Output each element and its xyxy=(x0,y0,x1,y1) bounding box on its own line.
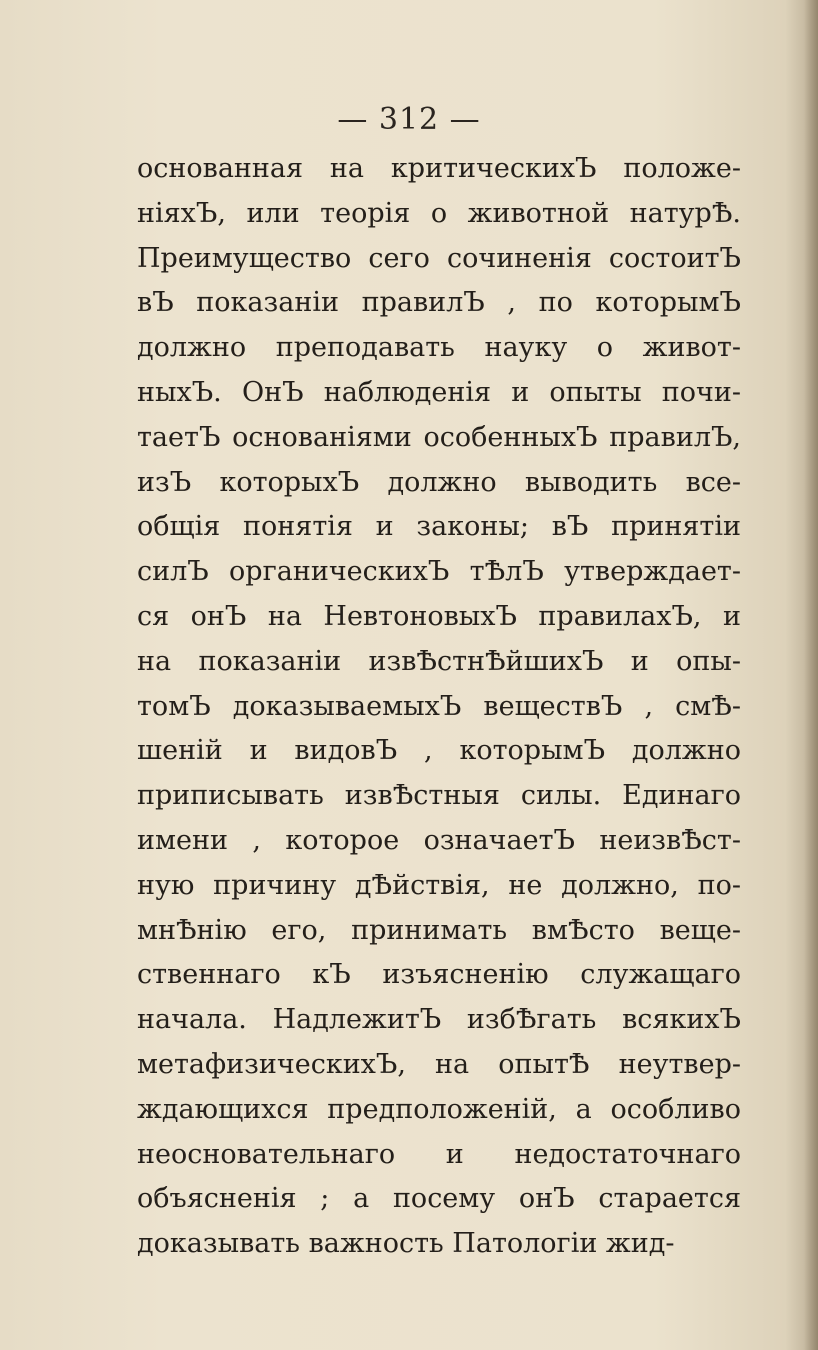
text-line: ственнаго кЪ изъясненiю служащаго xyxy=(137,959,741,991)
text-line: ся онЪ на НевтоновыхЪ правилахЪ, и xyxy=(137,600,741,632)
body-text xyxy=(137,147,741,1267)
text-line: ныхЪ. ОнЪ наблюденiя и опыты почи- xyxy=(137,376,741,408)
text-line: ную причину дѢйствiя, не должно, по- xyxy=(137,869,741,901)
text-line: мнѢнiю его, принимать вмѢсто веще- xyxy=(137,914,741,946)
text-line: вЪ показанiи правилЪ , по которымЪ xyxy=(137,287,741,319)
text-line: должно преподавать науку о живот- xyxy=(137,332,741,364)
page-edge-shadow xyxy=(804,0,818,1350)
text-line: томЪ доказываемыхЪ веществЪ , смѢ- xyxy=(137,690,741,722)
text-line: метафизическихЪ, на опытѢ неутвер- xyxy=(137,1048,741,1080)
text-line: имени , которое означаетЪ неизвѢст- xyxy=(137,824,741,856)
text-line: нiяхЪ, или теорiя о животной натурѢ. xyxy=(137,197,741,229)
text-line: силЪ органическихЪ тѢлЪ утверждает- xyxy=(137,556,741,588)
text-line: ждающихся предположенiй, а особливо xyxy=(137,1093,741,1125)
text-line: начала. НадлежитЪ избѢгать всякихЪ xyxy=(137,1004,741,1036)
text-line: неосновательнаго и недостаточнаго xyxy=(137,1138,741,1170)
text-line: общiя понятiя и законы; вЪ принятiи xyxy=(137,511,741,543)
text-line: приписывать извѢстныя силы. Единаго xyxy=(137,780,741,812)
text-line: доказывать важность Патологiи жид- xyxy=(137,1228,675,1260)
text-line: Преимущество сего сочиненiя состоитЪ xyxy=(137,242,741,274)
text-line: основанная на критическихЪ положе- xyxy=(137,153,741,184)
text-line: таетЪ основанiями особенныхЪ правилЪ, xyxy=(137,421,741,453)
text-line: объясненiя ; а посему онЪ старается xyxy=(137,1183,741,1215)
text-line: на показанiи извѢстнѢйшихЪ и опы- xyxy=(137,645,741,677)
text-line: изЪ которыхЪ должно выводить все- xyxy=(137,466,741,498)
page-number: — 312 — xyxy=(337,102,481,137)
text-line: шенiй и видовЪ , которымЪ должно xyxy=(137,735,741,767)
